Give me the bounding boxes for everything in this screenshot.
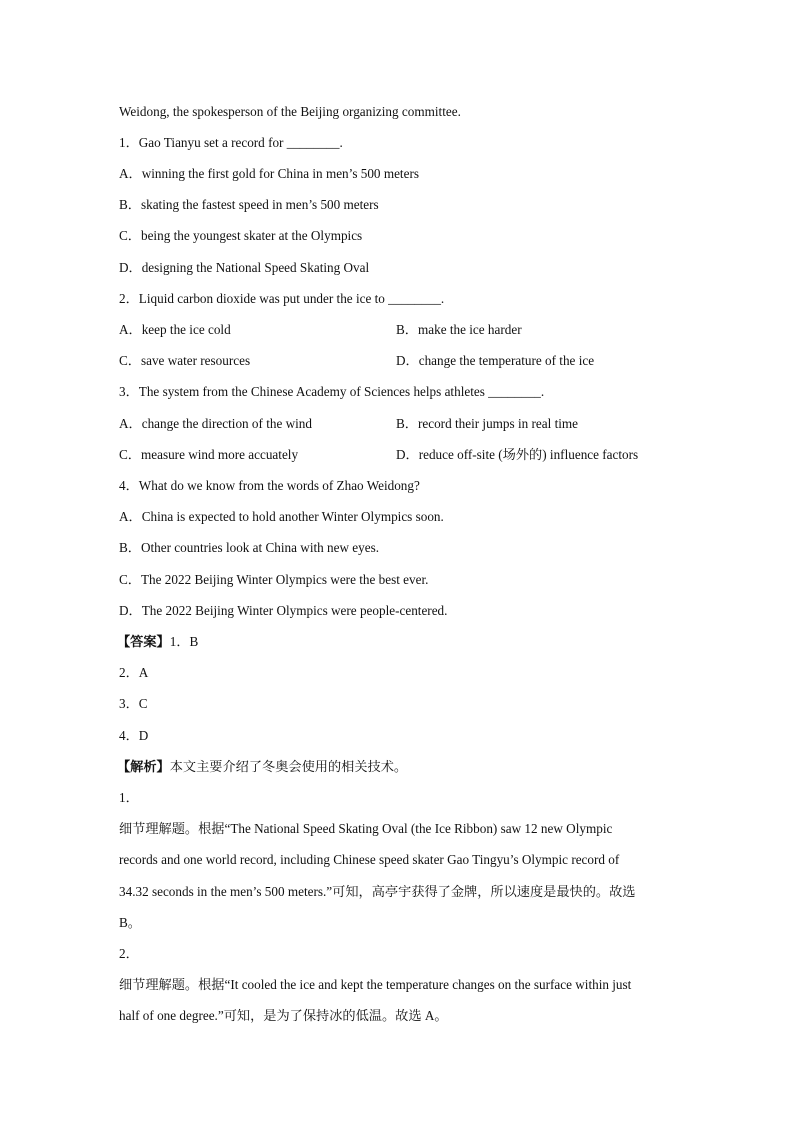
question-2-option-d: D．change the temperature of the ice — [396, 353, 595, 368]
question-4-stem: 4．What do we know from the words of Zhao Weidong? — [119, 478, 420, 493]
analysis-2-line-1: 细节理解题。根据“It cooled the ice and kept the temperature changes on the surface within just — [119, 977, 632, 992]
question-1-stem: 1．Gao Tianyu set a record for ________. — [119, 135, 343, 150]
question-3-option-b: B．record their jumps in real time — [396, 416, 579, 431]
question-4-option-b: B．Other countries look at China with new eyes. — [119, 540, 380, 555]
question-2-option-b: B．make the ice harder — [396, 322, 522, 337]
intro-tail-text: Weidong, the spokesperson of the Beijing organizing committee. — [119, 104, 461, 119]
question-2-option-c: C．save water resources — [119, 353, 251, 368]
question-2-options-row-2 — [119, 352, 595, 370]
question-3-option-c: C．measure wind more accuately — [119, 447, 299, 462]
analysis-1-line-1: 细节理解题。根据“The National Speed Skating Oval (the Ice Ribbon) saw 12 new Olympic — [119, 821, 613, 836]
question-3-option-a: A．change the direction of the wind — [119, 416, 312, 431]
analysis-summary: 本文主要介绍了冬奥会使用的相关技术。 — [169, 759, 408, 774]
analysis-heading-line — [117, 758, 407, 776]
analysis-2-line-2: half of one degree.”可知，是为了保持冰的低温。故选 A。 — [119, 1008, 448, 1023]
question-2-options-row-1 — [119, 321, 522, 339]
question-4-option-a: A．China is expected to hold another Winter Olympics soon. — [119, 509, 444, 524]
analysis-label: 【解析】 — [117, 759, 170, 774]
answer-heading-line — [117, 633, 198, 651]
analysis-1-line-4: B。 — [119, 915, 141, 930]
question-4-option-c: C．The 2022 Beijing Winter Olympics were the best ever. — [119, 572, 429, 587]
question-4-option-d: D．The 2022 Beijing Winter Olympics were people-centered. — [119, 603, 448, 618]
analysis-2-number: 2． — [119, 946, 139, 961]
answer-1: 1．B — [169, 634, 199, 649]
question-1-option-d: D．designing the National Speed Skating Oval — [119, 260, 370, 275]
question-3-options-row-1 — [119, 415, 579, 433]
answer-label: 【答案】 — [117, 634, 170, 649]
analysis-1-line-2: records and one world record, including Chinese speed skater Gao Tingyu’s Olympic record of — [119, 852, 620, 867]
answer-4: 4．D — [119, 728, 149, 743]
question-3-stem: 3．The system from the Chinese Academy of Sciences helps athletes ________. — [119, 384, 545, 399]
question-3-option-d: D．reduce off-site (场外的) influence factors — [396, 447, 639, 462]
question-2-option-a: A．keep the ice cold — [119, 322, 231, 337]
analysis-1-line-3: 34.32 seconds in the men’s 500 meters.”可知，高亭宇获得了金牌，所以速度是最快的。故选 — [119, 884, 636, 899]
question-1-option-b: B．skating the fastest speed in men’s 500 meters — [119, 197, 379, 212]
question-1-option-a: A．winning the first gold for China in men’s 500 meters — [119, 166, 419, 181]
question-2-stem: 2．Liquid carbon dioxide was put under the ice to ________. — [119, 291, 445, 306]
answer-2: 2．A — [119, 665, 149, 680]
question-3-options-row-2 — [119, 446, 639, 464]
answer-3: 3．C — [119, 696, 148, 711]
analysis-1-number: 1． — [119, 790, 139, 805]
question-1-option-c: C．being the youngest skater at the Olympics — [119, 228, 363, 243]
